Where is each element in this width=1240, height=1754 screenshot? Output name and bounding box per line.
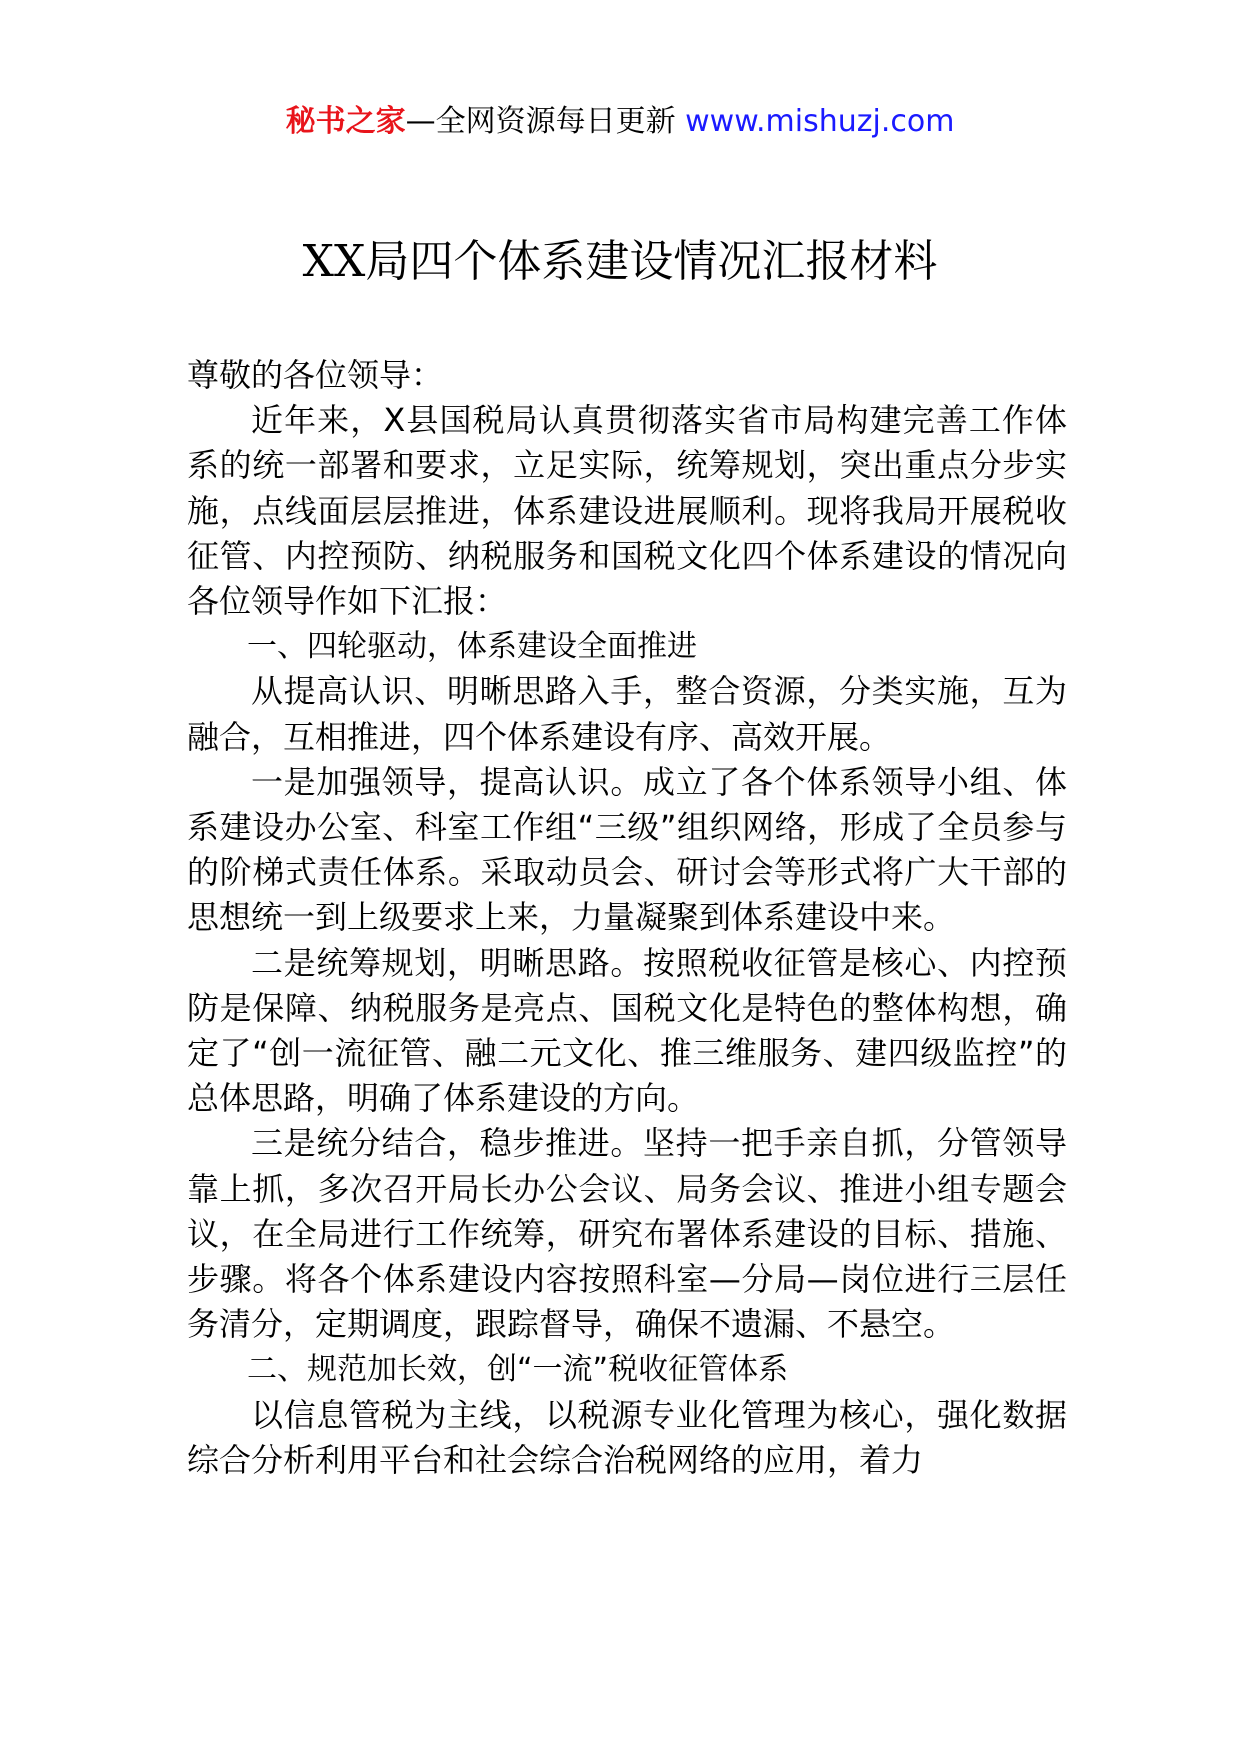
section-heading-2: 二、规范加长效，创“一流”税收征管体系 <box>247 1352 789 1388</box>
paragraph-intro: 近年来，X县国税局认真贯彻落实省市局构建完善工作体系的统一部署和要求，立足实际，统筹规划，突出重点分步实施，点线面层层推进，体系建设进展顺利。现将我局开展税收征管、内控预防、纳税服务和国税文化四个体系建设的情况向各位领导作如下汇报： <box>187 401 1067 621</box>
document-body <box>187 353 1067 1483</box>
site-header-banner <box>0 100 1240 144</box>
paragraph-point-1: 一是加强领导，提高认识。成立了各个体系领导小组、体系建设办公室、科室工作组“三级”组织网络，形成了全员参与的阶梯式责任体系。采取动员会、研讨会等形式将广大干部的思想统一到上级要求上来，力量凝聚到体系建设中来。 <box>187 762 1067 937</box>
paragraph-point-2: 二是统筹规划，明晰思路。按照税收征管是核心、内控预防是保障、纳税服务是亮点、国税文化是特色的整体构想，确定了“创一流征管、融二元文化、推三维服务、建四级监控”的总体思路，明确了体系建设的方向。 <box>187 943 1067 1118</box>
site-url-link[interactable]: www.mishuzj.com <box>685 104 955 139</box>
brand-name: 秘书之家 <box>285 104 406 139</box>
section-heading-1: 一、四轮驱动，体系建设全面推进 <box>247 629 697 665</box>
paragraph-section2-start: 以信息管税为主线，以税源专业化管理为核心，强化数据综合分析利用平台和社会综合治税网络的应用，着力 <box>187 1395 1067 1479</box>
paragraph-point-3: 三是统分结合，稳步推进。坚持一把手亲自抓，分管领导靠上抓，多次召开局长办公会议、局务会议、推进小组专题会议，在全局进行工作统筹，研究布署体系建设的目标、措施、步骤。将各个体系建设内容按照科室—分局—岗位进行三层任务清分，定期调度，跟踪督导，确保不遗漏、不悬空。 <box>187 1124 1067 1344</box>
paragraph-section1-overview: 从提高认识、明晰思路入手，整合资源，分类实施，互为融合，互相推进，四个体系建设有序、高效开展。 <box>187 672 1067 756</box>
document-title: XX局四个体系建设情况汇报材料 <box>302 236 938 287</box>
header-tagline: —全网资源每日更新 <box>405 104 686 139</box>
salutation: 尊敬的各位领导： <box>187 356 444 394</box>
